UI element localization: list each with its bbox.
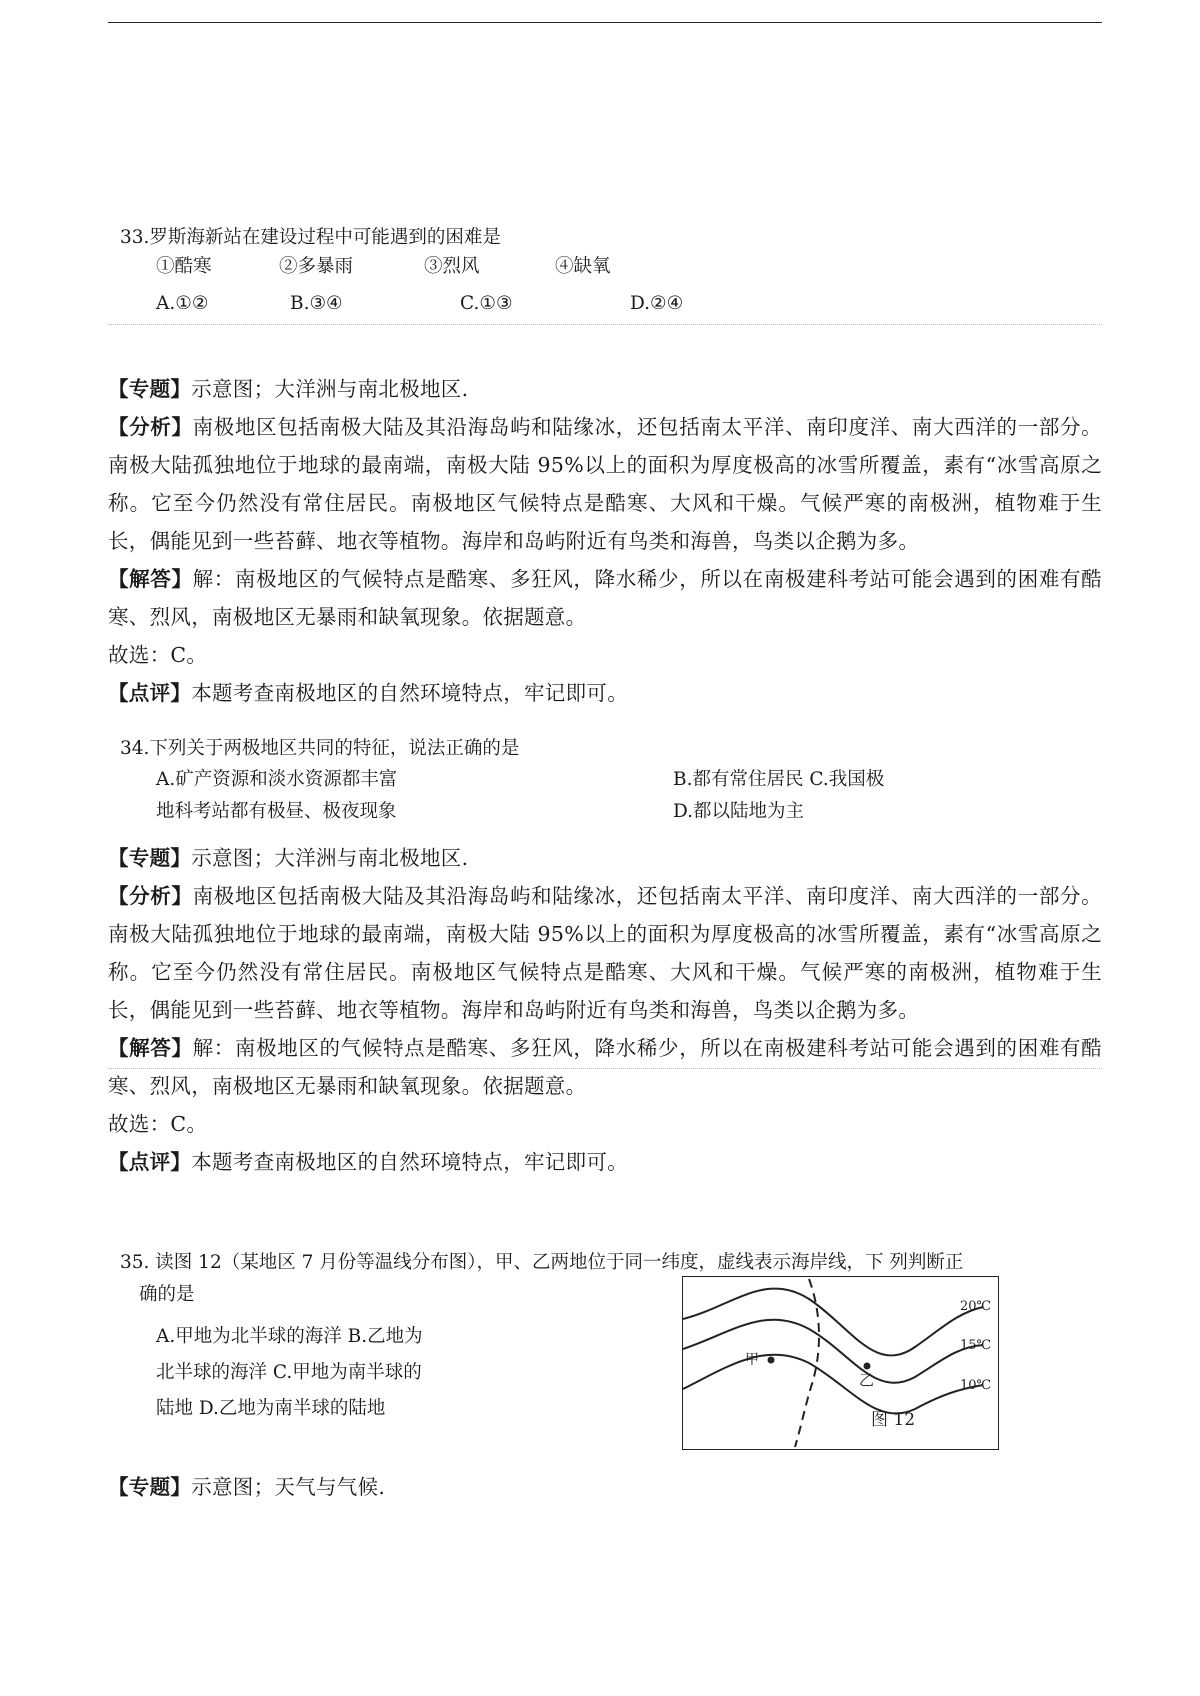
topic-tag: 【专题】 [108, 846, 192, 870]
q34-option-c-continued: 地科考站都有极昼、极夜现象 [156, 801, 397, 822]
q33-analysis: 【分析】南极地区包括南极大陆及其沿海岛屿和陆缘冰，还包括南太平洋、南印度洋、南大西洋的一部分。南极大陆孤独地位于地球的最南端，南极大陆 95%以上的面积为厚度极高的冰雪所覆盖，素有“冰雪高原之称。它至今仍然没有常住居民。南极地区气候特点是酷寒、大风和干燥。气候严寒的南极洲，植物难于生长，偶能见到一些苔藓、地衣等植物。海岸和岛屿附近有鸟类和海兽，鸟类以企鹅为多。 [108, 415, 1102, 553]
q34-option-d: D.都以陆地为主 [673, 801, 805, 822]
q34-comment: 【点评】本题考查南极地区的自然环境特点，牢记即可。 [108, 1150, 629, 1174]
q33-explanation [108, 370, 1102, 712]
comment-tag: 【点评】 [108, 1150, 192, 1174]
answer-tag: 【解答】 [108, 567, 193, 591]
isotherm-20-label: 20℃ [960, 1299, 992, 1314]
q35-topic: 【专题】示意图；天气与气候. [108, 1475, 386, 1499]
q35-options-line2: 北半球的海洋 C.甲地为南半球的 [156, 1362, 422, 1383]
q35-stem-line1: 35. 读图 12（某地区 7 月份等温线分布图），甲、乙两地位于同一纬度，虚线表示海岸线，下 列判断正 [120, 1252, 964, 1273]
q34-explanation [108, 839, 1102, 1181]
q33-choice: 故选：C。 [108, 643, 208, 667]
comment-tag: 【点评】 [108, 681, 192, 705]
q33-option-a: A.①② [156, 293, 209, 314]
topic-tag: 【专题】 [108, 377, 192, 401]
analysis-tag: 【分析】 [108, 415, 193, 439]
q33-item-1: ①酷寒 [156, 256, 212, 277]
point-jia-label: 甲 [745, 1352, 759, 1368]
q34-choice: 故选：C。 [108, 1112, 208, 1136]
q34-topic: 【专题】示意图；大洋洲与南北极地区. [108, 846, 469, 870]
q35-explanation [108, 1468, 1102, 1506]
point-yi-label: 乙 [859, 1371, 875, 1389]
q35-options-line1: A.甲地为北半球的海洋 B.乙地为 [156, 1326, 423, 1347]
q33-option-d: D.②④ [630, 293, 684, 314]
q33-option-b: B.③④ [290, 293, 343, 314]
q34-option-b: B.都有常住居民 C.我国极 [673, 769, 885, 790]
isotherm-15-label: 15℃ [960, 1338, 992, 1353]
q33-item-2: ②多暴雨 [279, 256, 354, 277]
q34-analysis: 【分析】南极地区包括南极大陆及其沿海岛屿和陆缘冰，还包括南太平洋、南印度洋、南大西洋的一部分。南极大陆孤独地位于地球的最南端，南极大陆 95%以上的面积为厚度极高的冰雪所覆盖，素有“冰雪高原之称。它至今仍然没有常住居民。南极地区气候特点是酷寒、大风和干燥。气候严寒的南极洲，植物难于生长，偶能见到一些苔藓、地衣等植物。海岸和岛屿附近有鸟类和海兽，鸟类以企鹅为多。 [108, 884, 1102, 1022]
isotherm-10-label: 10℃ [960, 1378, 992, 1393]
answer-tag: 【解答】 [108, 1036, 193, 1060]
q35-stem-line2: 确的是 [139, 1284, 195, 1305]
q33-comment: 【点评】本题考查南极地区的自然环境特点，牢记即可。 [108, 681, 629, 705]
point-yi-marker [864, 1363, 871, 1370]
q33-option-c: C.①③ [460, 293, 513, 314]
q33-item-4: ④缺氧 [555, 256, 611, 277]
q33-item-3: ③烈风 [424, 256, 480, 277]
analysis-tag: 【分析】 [108, 884, 193, 908]
isotherm-figure [682, 1276, 999, 1450]
q34-stem: 34.下列关于两极地区共同的特征，说法正确的是 [120, 738, 520, 759]
q34-answer: 【解答】解：南极地区的气候特点是酷寒、多狂风，降水稀少，所以在南极建科考站可能会遇到的困难有酷寒、烈风，南极地区无暴雨和缺氧现象。依据题意。 [108, 1036, 1102, 1098]
q33-topic: 【专题】示意图；大洋洲与南北极地区. [108, 377, 469, 401]
figure-caption: 图 12 [871, 1410, 916, 1430]
header-rule [108, 22, 1102, 23]
divider [108, 1068, 1102, 1069]
q33-answer: 【解答】解：南极地区的气候特点是酷寒、多狂风，降水稀少，所以在南极建科考站可能会遇到的困难有酷寒、烈风，南极地区无暴雨和缺氧现象。依据题意。 [108, 567, 1102, 629]
isotherm-diagram [683, 1277, 997, 1448]
point-jia-marker [768, 1357, 775, 1364]
q34-option-a: A.矿产资源和淡水资源都丰富 [156, 769, 398, 790]
divider [108, 324, 1102, 325]
q33-stem: 33.罗斯海新站在建设过程中可能遇到的困难是 [120, 227, 501, 248]
q35-options-line3: 陆地 D.乙地为南半球的陆地 [156, 1398, 386, 1419]
topic-tag: 【专题】 [108, 1475, 192, 1499]
